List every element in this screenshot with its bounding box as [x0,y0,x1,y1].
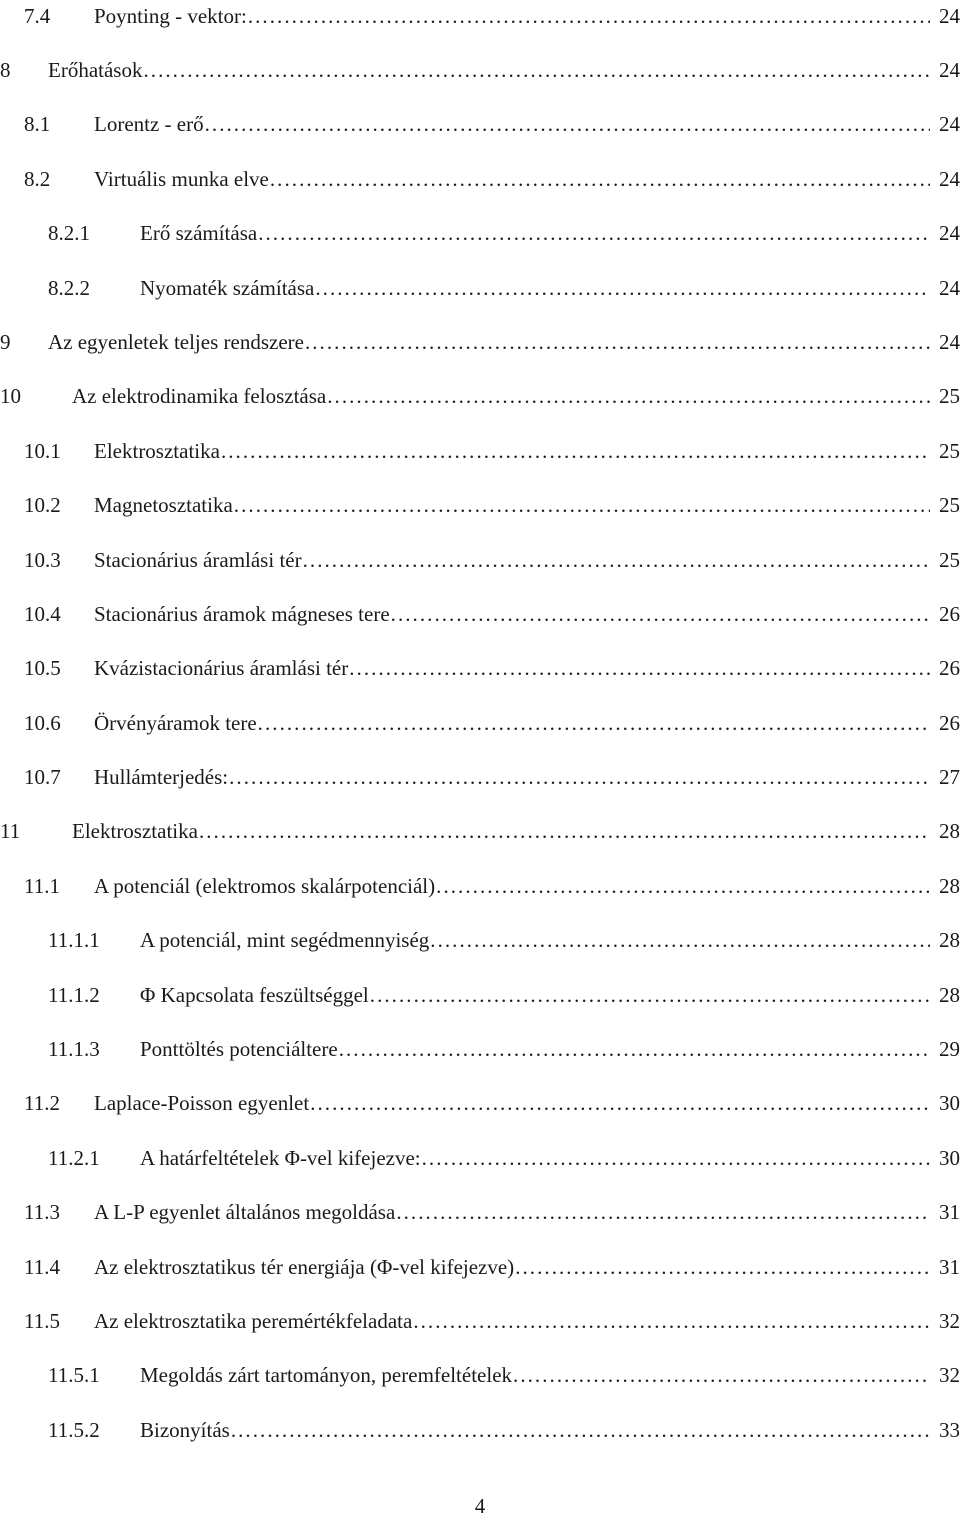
toc-title: A potenciál (elektromos skalárpotenciál) [94,874,436,898]
dot-leader [413,1307,930,1335]
toc-entry[interactable] [24,104,960,138]
toc-page: 31 [939,1255,960,1279]
dot-leader [199,817,930,845]
dot-leader [370,981,930,1009]
toc-title: A L-P egyenlet általános megoldása [94,1200,396,1224]
toc-title: Bizonyítás [140,1418,230,1442]
toc-page: 24 [939,276,960,300]
toc-title: Megoldás zárt tartományon, peremfeltételek [140,1363,513,1387]
toc-number: 7.4 [24,4,51,28]
toc-number: 8.2.2 [48,276,90,300]
toc-page: 30 [939,1146,960,1170]
toc-number: 11.2.1 [48,1146,100,1170]
dot-leader [327,382,930,410]
toc-page: 28 [939,874,960,898]
toc-title: Elektrosztatika [72,819,198,843]
toc-title: Virtuális munka elve [94,167,269,191]
toc-entry[interactable] [24,757,960,791]
toc-entry[interactable] [24,648,960,682]
dot-leader [515,1253,930,1281]
toc-entry[interactable] [24,159,960,193]
dot-leader [315,274,930,302]
dot-leader [310,1089,930,1117]
toc-number: 11.1 [24,874,60,898]
toc-entry[interactable] [0,376,960,410]
toc-number: 11.5.2 [48,1418,100,1442]
dot-leader [258,709,930,737]
toc-title: Erő számítása [140,221,258,245]
toc-number: 11.5 [24,1309,60,1333]
dot-leader [430,926,930,954]
dot-leader [513,1361,930,1389]
toc-entry[interactable] [48,1138,960,1172]
toc-page: 24 [939,330,960,354]
toc-title: Hullámterjedés: [94,765,229,789]
toc-number: 10.3 [24,548,61,572]
toc-title: Magnetosztatika [94,493,233,517]
toc-page: 25 [939,439,960,463]
toc-number: 8 [0,58,11,82]
toc-entry[interactable] [48,268,960,302]
dot-leader [205,110,930,138]
dot-leader [248,2,930,30]
toc-page: 33 [939,1418,960,1442]
toc-number: 11.1.2 [48,983,100,1007]
toc-page: 29 [939,1037,960,1061]
toc-page: 31 [939,1200,960,1224]
toc-title: Az elektrosztatikus tér energiája (Φ-vel kifejezve) [94,1255,515,1279]
toc-title: Az elektrodinamika felosztása [72,384,327,408]
toc-title: Ponttöltés potenciáltere [140,1037,338,1061]
dot-leader [229,763,930,791]
toc-number: 11 [0,819,21,843]
toc-page: 26 [939,656,960,680]
dot-leader [234,491,930,519]
toc-page: 24 [939,112,960,136]
toc-page: 27 [939,765,960,789]
toc-number: 10.7 [24,765,61,789]
toc-page: 25 [939,384,960,408]
toc-title: Erőhatások [48,58,143,82]
toc-title: A határfeltételek Φ-vel kifejezve: [140,1146,421,1170]
toc-entry[interactable] [24,485,960,519]
toc-number: 11.2 [24,1091,60,1115]
toc-entry[interactable] [48,1029,960,1063]
toc-title: Örvényáramok tere [94,711,257,735]
toc-entry[interactable] [48,920,960,954]
toc-entry[interactable] [24,594,960,628]
dot-leader [270,165,930,193]
toc-number: 11.1.3 [48,1037,100,1061]
toc-number: 10 [0,384,21,408]
toc-number: 10.6 [24,711,61,735]
toc-number: 10.4 [24,602,61,626]
toc-entry[interactable] [24,540,960,574]
dot-leader [391,600,930,628]
toc-title: Lorentz - erő [94,112,204,136]
toc-title: Az egyenletek teljes rendszere [48,330,304,354]
toc-entry[interactable] [24,431,960,465]
toc-entry[interactable] [48,213,960,247]
toc-page: 28 [939,983,960,1007]
dot-leader [305,328,930,356]
toc-entry[interactable] [0,811,960,845]
toc-page: 28 [939,819,960,843]
toc-title: Nyomaték számítása [140,276,315,300]
toc-title: Stacionárius áramok mágneses tere [94,602,390,626]
toc-entry[interactable] [48,975,960,1009]
toc-entry[interactable] [48,1410,960,1444]
toc-page: 24 [939,221,960,245]
toc-entry[interactable] [48,1355,960,1389]
toc-title: Kvázistacionárius áramlási tér [94,656,349,680]
toc-entry[interactable] [24,1192,960,1226]
toc-page: 30 [939,1091,960,1115]
toc-title: Az elektrosztatika peremértékfeladata [94,1309,413,1333]
toc-page: 28 [939,928,960,952]
toc-number: 11.1.1 [48,928,100,952]
toc-number: 10.1 [24,439,61,463]
toc-title: Laplace-Poisson egyenlet [94,1091,310,1115]
toc-page: 32 [939,1309,960,1333]
toc-number: 10.5 [24,656,61,680]
toc-page: 25 [939,548,960,572]
dot-leader [221,437,930,465]
toc-number: 8.1 [24,112,51,136]
toc-entry[interactable] [24,703,960,737]
dot-leader [339,1035,930,1063]
toc-title: Poynting - vektor: [94,4,247,28]
dot-leader [303,546,930,574]
dot-leader [258,219,930,247]
toc-title: Stacionárius áramlási tér [94,548,302,572]
toc-entry[interactable] [24,1301,960,1335]
toc-page: 32 [939,1363,960,1387]
toc-number: 8.2 [24,167,51,191]
toc-number: 11.5.1 [48,1363,100,1387]
toc-page: 26 [939,602,960,626]
dot-leader [422,1144,930,1172]
toc-title: A potenciál, mint segédmennyiség [140,928,430,952]
toc-page: 24 [939,58,960,82]
toc-entry[interactable] [0,50,960,84]
dot-leader [436,872,930,900]
dot-leader [143,56,930,84]
toc-number: 8.2.1 [48,221,90,245]
dot-leader [349,654,930,682]
toc-title: Φ Kapcsolata feszültséggel [140,983,369,1007]
toc-entry[interactable] [24,866,960,900]
toc-entry[interactable] [24,1083,960,1117]
toc-title: Elektrosztatika [94,439,220,463]
toc-number: 10.2 [24,493,61,517]
page-number: 4 [474,1494,486,1518]
toc-number: 11.3 [24,1200,60,1224]
toc-number: 11.4 [24,1255,60,1279]
toc-entry[interactable] [24,0,960,30]
dot-leader [396,1198,930,1226]
toc-entry[interactable] [24,1247,960,1281]
dot-leader [231,1416,930,1444]
toc-page: 24 [939,167,960,191]
toc-page: 25 [939,493,960,517]
toc-number: 9 [0,330,11,354]
toc-page: 26 [939,711,960,735]
toc-page: 24 [939,4,960,28]
toc-entry[interactable] [0,322,960,356]
